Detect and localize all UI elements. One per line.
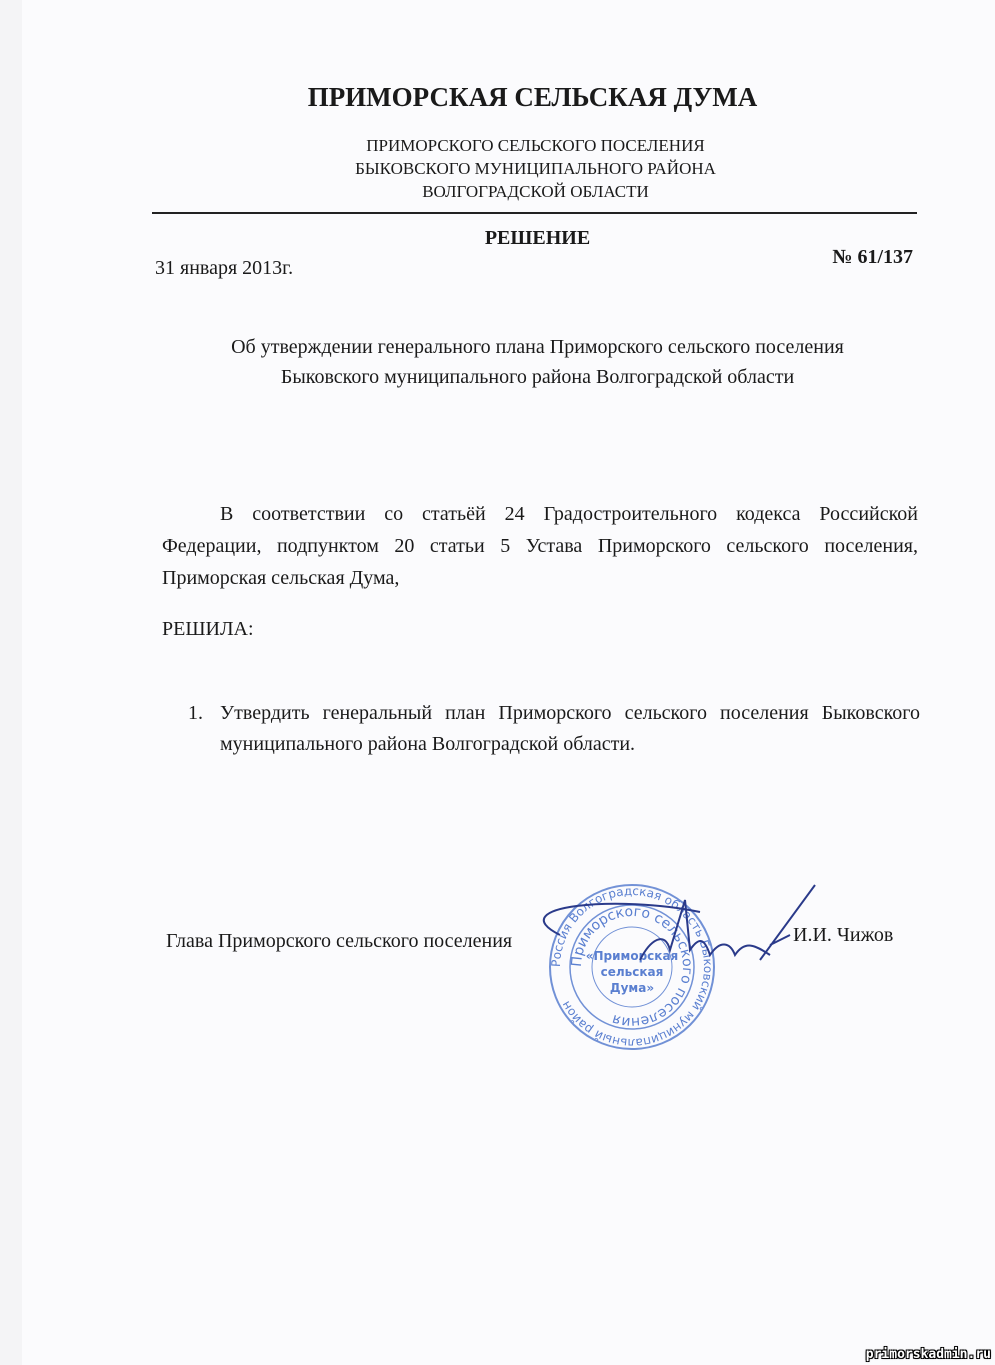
header-line-1: ПРИМОРСКОГО СЕЛЬСКОГО ПОСЕЛЕНИЯ <box>366 136 705 155</box>
stamp-center-3: Дума» <box>609 981 655 995</box>
watermark: primorskadmin.ru <box>865 1347 991 1362</box>
item-text: Утвердить генеральный план Приморского сельского поселения Быковского муниципального района Волгоградской области. <box>220 702 920 755</box>
document-number: № 61/137 <box>832 246 913 268</box>
item-number: 1. <box>188 702 203 724</box>
subject-line-2: Быковского муниципального района Волгоградской области <box>280 366 795 388</box>
stamp-center-1: «Приморская <box>585 949 679 963</box>
signature-position: Глава Приморского сельского поселения <box>166 930 513 952</box>
document-date: 31 января 2013г. <box>155 257 294 279</box>
stamp-outer-text: Россия Волгоградская область Быковский муниципальный район <box>548 883 716 1051</box>
resolved-label: РЕШИЛА: <box>162 618 254 640</box>
preamble: В соответствии со статьёй 24 Градостроительного кодекса Российской Федерации, подпунктом 20 статьи 5 Устава Приморского сельского поселения, Приморская сельская Дума, <box>162 503 918 589</box>
header-line-2: БЫКОВСКОГО МУНИЦИПАЛЬНОГО РАЙОНА <box>355 159 716 178</box>
stamp-inner-text: Приморского сельского поселения <box>568 903 696 1031</box>
stamp-center-2: сельская <box>600 965 664 979</box>
signature-name: И.И. Чижов <box>793 924 894 946</box>
header-line-3: ВОЛГОГРАДСКОЙ ОБЛАСТИ <box>422 182 649 201</box>
subject-line-1: Об утверждении генерального плана Приморского сельского поселения <box>231 336 844 358</box>
document-title: ПРИМОРСКАЯ СЕЛЬСКАЯ ДУМА <box>307 82 758 112</box>
document-type: РЕШЕНИЕ <box>484 227 591 249</box>
